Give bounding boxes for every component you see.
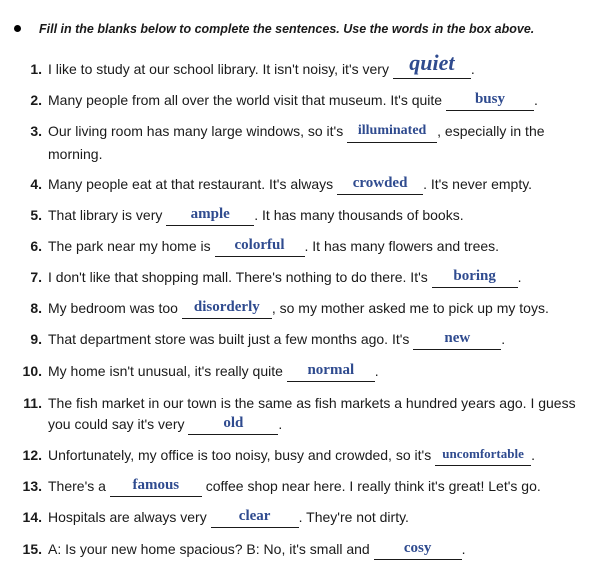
answer-text: old: [223, 415, 244, 431]
bullet-icon: [14, 25, 21, 32]
answer-blank[interactable]: [166, 206, 254, 226]
sentence-after: .: [517, 269, 522, 285]
sentence-after: .: [374, 363, 379, 379]
item-number: 3.: [30, 123, 42, 139]
answer-blank[interactable]: [374, 540, 462, 560]
answer-blank[interactable]: [413, 330, 501, 350]
sentence-after: . It has many thousands of books.: [254, 207, 464, 223]
answer-blank[interactable]: [446, 91, 534, 111]
item-number: 13.: [22, 478, 42, 494]
sentence-text: [48, 266, 606, 288]
item-number: 7.: [30, 269, 42, 285]
item-number: 1.: [30, 61, 42, 77]
sentence-before: My home isn't unusual, it's really quite: [48, 363, 287, 379]
item-number: 10.: [22, 363, 42, 379]
sentence-text: [48, 120, 582, 165]
answer-blank[interactable]: [110, 477, 202, 497]
sentence-text: [48, 444, 606, 466]
sentence-text: [48, 538, 606, 560]
answer-blank[interactable]: [435, 446, 531, 466]
answer-blank[interactable]: [432, 268, 518, 288]
sentence-text: [48, 50, 606, 80]
answer-text: uncomfortable: [442, 446, 524, 461]
answer-blank[interactable]: [347, 122, 437, 143]
item-number: 5.: [30, 207, 42, 223]
answer-text: normal: [307, 362, 355, 378]
sentence-text: [48, 173, 606, 195]
sentence-text: [48, 360, 606, 382]
answer-text: crowded: [352, 175, 408, 191]
sentence-text: [48, 328, 606, 350]
answer-blank[interactable]: [188, 415, 278, 435]
sentence-before: I don't like that shopping mall. There's nothing to do there. It's: [48, 269, 432, 285]
sentence-after: . It's never empty.: [423, 176, 533, 192]
sentence-before: That library is very: [48, 207, 167, 223]
item-number: 12.: [22, 447, 42, 463]
answer-blank[interactable]: [182, 299, 272, 319]
answer-text: quiet: [409, 50, 455, 75]
item-number: 4.: [30, 176, 42, 192]
sentence-before: My bedroom was too: [48, 300, 182, 316]
item-number: 15.: [22, 541, 42, 557]
sentence-after: .: [501, 331, 506, 347]
sentence-before: Many people eat at that restaurant. It's always: [48, 176, 338, 192]
answer-text: busy: [474, 91, 505, 107]
answer-blank[interactable]: [211, 508, 299, 528]
item-number: 11.: [23, 395, 42, 411]
answer-text: clear: [238, 508, 271, 524]
answer-blank[interactable]: [215, 237, 305, 257]
sentence-after: . They're not dirty.: [298, 509, 409, 525]
answer-blank[interactable]: [337, 175, 423, 195]
answer-text: boring: [453, 268, 496, 284]
answer-text: famous: [132, 477, 180, 493]
sentence-after: .: [533, 92, 538, 108]
item-number: 2.: [30, 92, 42, 108]
sentence-before: Many people from all over the world visit that museum. It's quite: [48, 92, 446, 108]
sentence-before: That department store was built just a few months ago. It's: [48, 331, 414, 347]
sentence-after: .: [461, 541, 466, 557]
sentence-text: [48, 89, 606, 111]
sentence-after: coffee shop near here. I really think it's great! Let's go.: [201, 478, 541, 494]
sentence-after: .: [470, 61, 475, 77]
sentence-before: A: Is your new home spacious? B: No, it's small and: [48, 541, 374, 557]
sentence-after: , especially in the morning.: [48, 123, 545, 162]
item-number: 9.: [30, 331, 42, 347]
item-number: 14.: [22, 509, 42, 525]
sentence-text: [48, 235, 606, 257]
answer-text: ample: [190, 206, 230, 222]
sentence-before: you could say it's very: [48, 416, 189, 432]
sentence-text: [48, 475, 606, 497]
sentence-before: Unfortunately, my office is too noisy, busy and crowded, so it's: [48, 447, 436, 463]
instruction-heading: [14, 22, 534, 36]
sentence-text: [48, 297, 606, 319]
sentence-after: .: [531, 447, 535, 463]
sentence-before: Hospitals are always very: [48, 509, 211, 525]
item-number: 8.: [30, 300, 42, 316]
item-number: 6.: [30, 238, 42, 254]
sentence-before: The park near my home is: [48, 238, 215, 254]
instruction-text: Fill in the blanks below to complete the sentences. Use the words in the box above.: [39, 22, 535, 36]
sentence-before: There's a: [48, 478, 110, 494]
answer-text: disorderly: [193, 299, 260, 315]
sentence-after: .: [278, 416, 283, 432]
sentence-before: Our living room has many large windows, so it's: [48, 123, 348, 139]
answer-blank[interactable]: [393, 50, 471, 79]
sentence-text-line1: The fish market in our town is the same as fish markets a hundred years ago. I guess: [48, 395, 576, 411]
answer-text: new: [444, 330, 471, 346]
answer-text: cosy: [403, 540, 432, 556]
sentence-after: . It has many flowers and trees.: [304, 238, 500, 254]
answer-text: colorful: [234, 237, 285, 253]
sentence-text: [48, 204, 606, 226]
sentence-after: , so my mother asked me to pick up my toys.: [271, 300, 549, 316]
answer-text: illuminated: [357, 123, 427, 138]
sentence-text: [48, 413, 606, 435]
answer-blank[interactable]: [287, 362, 375, 382]
sentence-text: [48, 506, 606, 528]
sentence-before: I like to study at our school library. It isn't noisy, it's very: [48, 61, 393, 77]
